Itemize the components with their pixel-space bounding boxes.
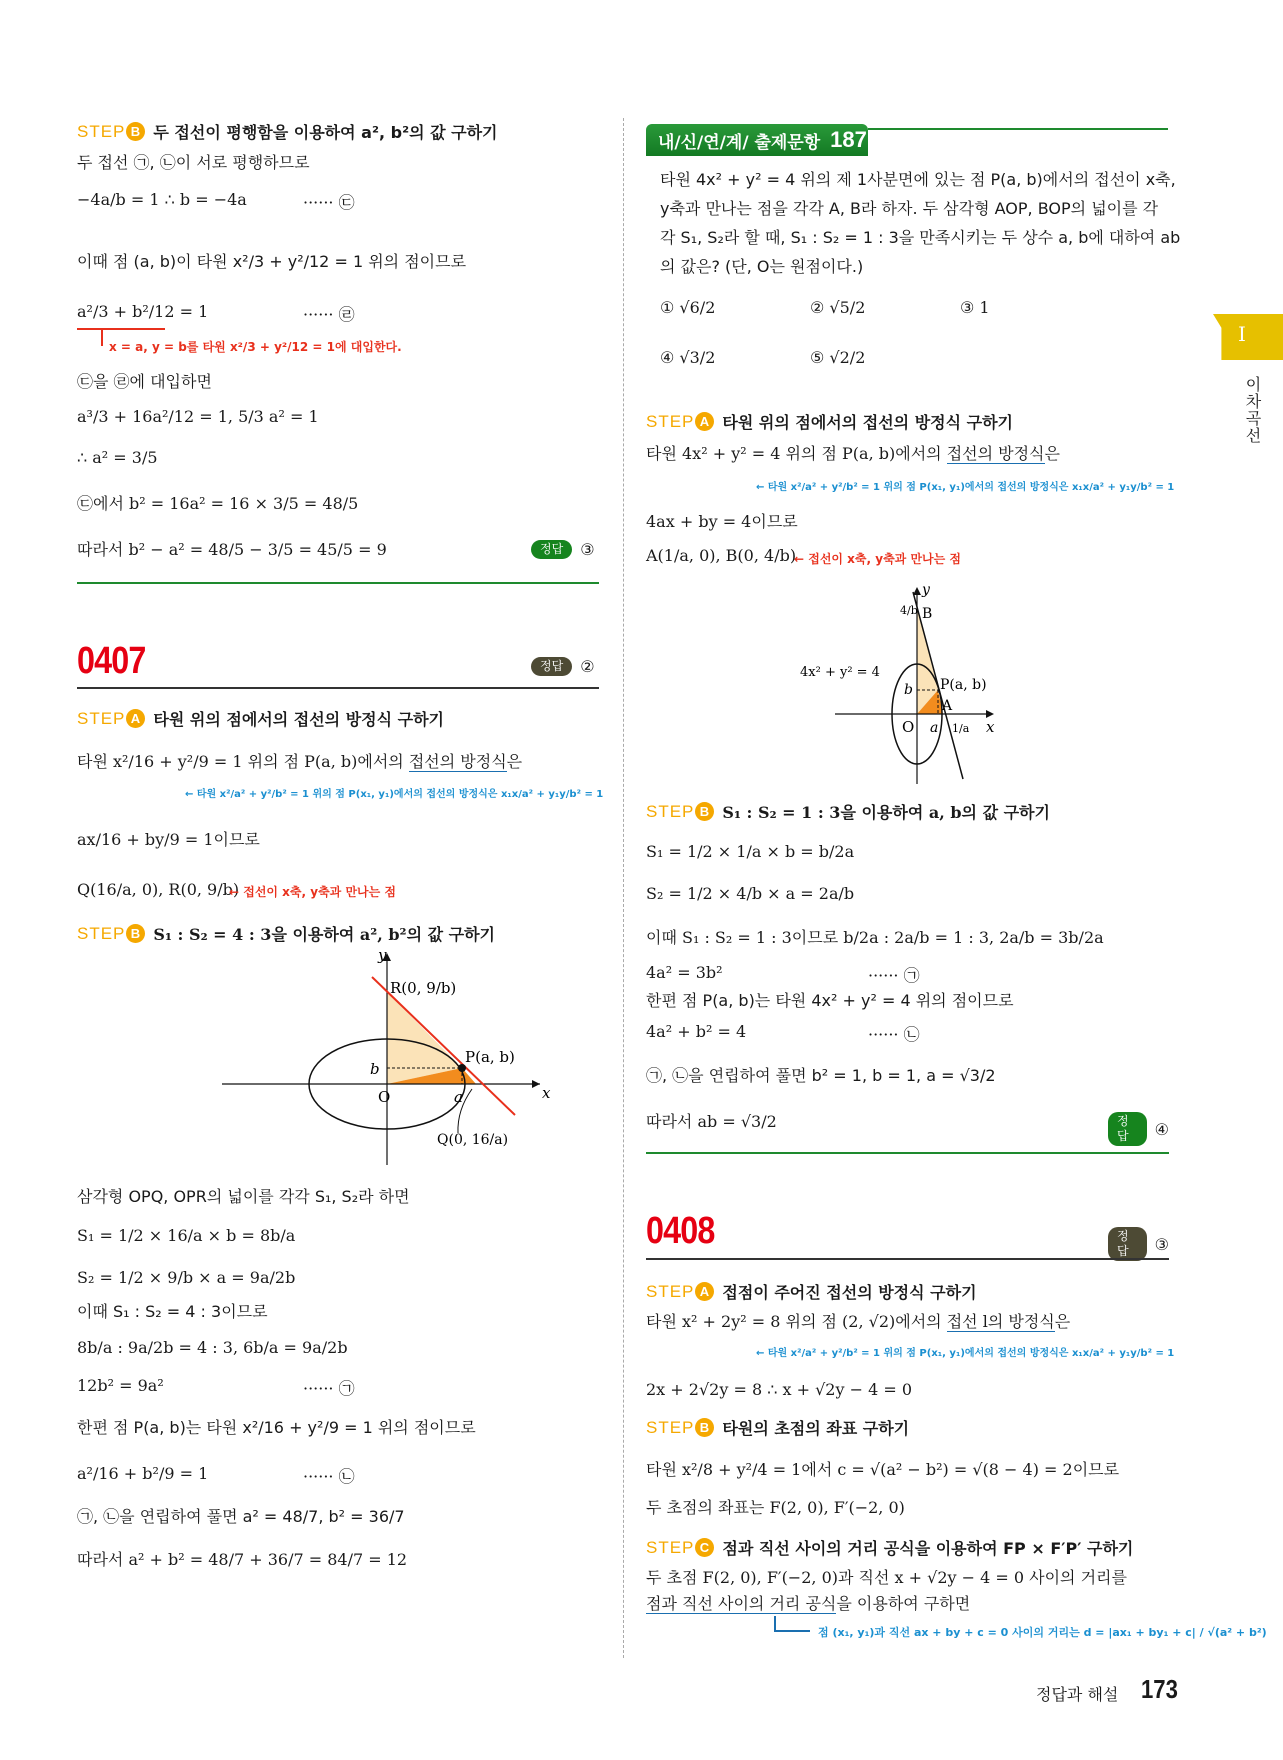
answer-value: ④ xyxy=(1154,1119,1169,1139)
solution-line: 타원 x²/8 + y²/4 = 1에서 c = √(a² − b²) = √(8 − 4) = 2이므로 xyxy=(646,1460,1120,1479)
solution-line: 따라서 b² − a² = 48/5 − 3/5 = 45/5 = 9 xyxy=(77,540,387,559)
solution-line: 4a² + b² = 4 xyxy=(646,1022,747,1041)
question-line: 타원 4x² + y² = 4 위의 제 1사분면에 있는 점 P(a, b)에서의 접선이 x축, xyxy=(660,170,1176,189)
note-red: ← 접선이 x축, y축과 만나는 점 xyxy=(794,552,961,566)
answer-badge xyxy=(1108,1227,1169,1261)
chapter-tab[interactable] xyxy=(1213,314,1283,360)
answer-label: 정답 xyxy=(531,540,572,559)
solution-line: 한편 점 P(a, b)는 타원 x²/16 + y²/9 = 1 위의 점이므로 xyxy=(77,1418,476,1437)
ellipse-tangent-figure xyxy=(800,584,1020,794)
solution-line: ㉢에서 b² = 16a² = 16 × 3/5 = 48/5 xyxy=(77,494,359,513)
step-title: 타원 위의 점에서의 접선의 방정식 구하기 xyxy=(153,710,445,729)
solution-line: −4a/b = 1 ∴ b = −4a xyxy=(77,190,247,209)
step-a-header xyxy=(646,410,1013,433)
answer-value: ② xyxy=(580,657,595,676)
red-arrow-line xyxy=(101,330,103,346)
step-tag: STEP B xyxy=(77,122,145,142)
problem-divider xyxy=(77,687,599,689)
svg-text:1/a: 1/a xyxy=(952,722,970,735)
step-title: 두 접선이 평행함을 이용하여 a², b²의 값 구하기 xyxy=(153,123,498,142)
linked-question-banner xyxy=(646,124,868,156)
step-title: 접점이 주어진 접선의 방정식 구하기 xyxy=(722,1283,977,1302)
step-tag: STEP B xyxy=(646,802,714,822)
svg-text:a: a xyxy=(454,1088,463,1106)
banner-line xyxy=(868,128,1168,130)
footer-label: 정답과 해설 xyxy=(1036,1685,1119,1704)
problem-divider xyxy=(646,1258,1169,1260)
solution-line: ㉠, ㉡을 연립하여 풀면 b² = 1, b = 1, a = √3/2 xyxy=(646,1066,996,1085)
section-divider xyxy=(77,582,599,584)
svg-text:B: B xyxy=(922,606,933,622)
step-b-header xyxy=(646,800,1050,823)
solution-line: S₂ = 1/2 × 4/b × a = 2a/b xyxy=(646,884,855,903)
svg-text:A: A xyxy=(942,698,953,714)
svg-text:O: O xyxy=(902,718,915,736)
step-a-header xyxy=(77,707,444,730)
svg-text:y: y xyxy=(922,584,930,598)
page-number: 173 xyxy=(1141,1674,1178,1704)
problem-number: 0407 xyxy=(77,640,146,682)
banner-number: 187 xyxy=(830,127,867,152)
choice-3[interactable]: ③ 1 xyxy=(960,298,990,317)
step-tag: STEP A xyxy=(77,709,145,729)
solution-line: a²/16 + b²/9 = 1 xyxy=(77,1464,209,1483)
solution-line: 타원 x² + 2y² = 8 위의 점 (2, √2)에서의 접선 l의 방정식은 xyxy=(646,1312,1071,1331)
step-b-header xyxy=(77,922,495,945)
solution-line: 삼각형 OPQ, OPR의 넓이를 각각 S₁, S₂라 하면 xyxy=(77,1187,410,1206)
answer-badge xyxy=(531,540,595,559)
solution-line: Q(16/a, 0), R(0, 9/b) xyxy=(77,880,240,899)
step-title: 타원의 초점의 좌표 구하기 xyxy=(722,1419,910,1438)
answer-label: 정답 xyxy=(531,657,572,676)
step-c-header xyxy=(646,1536,1133,1559)
svg-text:a: a xyxy=(930,720,939,736)
svg-text:4/b: 4/b xyxy=(900,604,918,617)
solution-line: ㉢을 ㉣에 대입하면 xyxy=(77,372,212,391)
answer-badge xyxy=(1108,1112,1169,1146)
solution-line: 이때 S₁ : S₂ = 4 : 3이므로 xyxy=(77,1302,268,1321)
solution-line: 한편 점 P(a, b)는 타원 4x² + y² = 4 위의 점이므로 xyxy=(646,991,1014,1010)
solution-line: 점과 직선 사이의 거리 공식을 이용하여 구하면 xyxy=(646,1594,971,1613)
section-divider xyxy=(646,1152,1169,1154)
svg-text:x: x xyxy=(986,718,995,736)
choice-2[interactable]: ② √5/2 xyxy=(810,298,866,317)
step-title: 점과 직선 사이의 거리 공식을 이용하여 FP × F′P′ 구하기 xyxy=(722,1539,1134,1558)
solution-line: 타원 x²/16 + y²/9 = 1 위의 점 P(a, b)에서의 접선의 방정식은 xyxy=(77,752,523,771)
solution-line: S₁ = 1/2 × 1/a × b = b/2a xyxy=(646,842,855,861)
solution-line: 이때 점 (a, b)이 타원 x²/3 + y²/12 = 1 위의 점이므로 xyxy=(77,252,467,271)
solution-line: 타원 4x² + y² = 4 위의 점 P(a, b)에서의 접선의 방정식은 xyxy=(646,444,1060,463)
step-title: S₁ : S₂ = 4 : 3을 이용하여 a², b²의 값 구하기 xyxy=(153,925,495,944)
note-red: x = a, y = b를 타원 x²/3 + y²/12 = 1에 대입한다. xyxy=(109,340,402,354)
solution-line: 두 초점의 좌표는 F(2, 0), F′(−2, 0) xyxy=(646,1498,905,1517)
svg-text:Q(0, 16/a): Q(0, 16/a) xyxy=(437,1132,509,1148)
equation-marker: ······ ㉡ xyxy=(868,1025,920,1044)
solution-line: S₁ = 1/2 × 16/a × b = 8b/a xyxy=(77,1226,296,1245)
equation-marker: ······ ㉣ xyxy=(303,305,355,324)
choice-4[interactable]: ④ √3/2 xyxy=(660,348,716,367)
svg-text:x: x xyxy=(542,1084,551,1102)
step-tag: STEP B xyxy=(77,924,145,944)
banner-label: 내/신/연/계/ 출제문항 xyxy=(658,132,821,153)
solution-line: 두 접선 ㉠, ㉡이 서로 평행하므로 xyxy=(77,153,310,172)
note-red: ← 접선이 x축, y축과 만나는 점 xyxy=(229,885,396,899)
svg-text:b: b xyxy=(904,682,913,698)
solution-line: ∴ a² = 3/5 xyxy=(77,448,158,467)
choice-5[interactable]: ⑤ √2/2 xyxy=(810,348,866,367)
step-a-header xyxy=(646,1280,977,1303)
note-blue: ← 타원 x²/a² + y²/b² = 1 위의 점 P(x₁, y₁)에서의 접선의 방정식은 x₁x/a² + y₁y/b² = 1 xyxy=(185,789,604,800)
note-blue: ← 타원 x²/a² + y²/b² = 1 위의 점 P(x₁, y₁)에서의 접선의 방정식은 x₁x/a² + y₁y/b² = 1 xyxy=(756,1348,1175,1359)
answer-badge xyxy=(531,657,595,676)
step-tag: STEP C xyxy=(646,1538,714,1558)
note-blue: 점 (x₁, y₁)과 직선 ax + by + c = 0 사이의 거리는 d = |ax₁ + by₁ + c| / √(a² + b²) xyxy=(818,1626,1267,1639)
question-line: y축과 만나는 점을 각각 A, B라 하자. 두 삼각형 AOP, BOP의 넓이를 각 xyxy=(660,199,1159,218)
problem-number: 0408 xyxy=(646,1210,715,1252)
solution-line: 따라서 ab = √3/2 xyxy=(646,1112,777,1131)
question-line: 각 S₁, S₂라 할 때, S₁ : S₂ = 1 : 3을 만족시키는 두 상수 a, b에 대하여 ab xyxy=(660,228,1181,247)
step-title: 타원 위의 점에서의 접선의 방정식 구하기 xyxy=(722,413,1014,432)
solution-line: 12b² = 9a² xyxy=(77,1376,164,1395)
solution-line: ax/16 + by/9 = 1이므로 xyxy=(77,830,260,849)
equation-marker: ······ ㉡ xyxy=(303,1467,355,1486)
svg-text:y: y xyxy=(378,950,387,964)
svg-text:O: O xyxy=(378,1088,391,1106)
step-tag: STEP B xyxy=(646,1418,714,1438)
solution-line: A(1/a, 0), B(0, 4/b) xyxy=(646,546,797,565)
equation-marker: ······ ㉠ xyxy=(868,966,920,985)
step-tag: STEP A xyxy=(646,412,714,432)
svg-text:P(a, b): P(a, b) xyxy=(940,677,987,693)
blue-arrow-line xyxy=(774,1630,810,1632)
solution-line: ㉠, ㉡을 연립하여 풀면 a² = 48/7, b² = 36/7 xyxy=(77,1507,405,1526)
choice-1[interactable]: ① √6/2 xyxy=(660,298,716,317)
solution-line: 이때 S₁ : S₂ = 1 : 3이므로 b/2a : 2a/b = 1 : 3, 2a/b = 3b/2a xyxy=(646,928,1104,947)
solution-line: a³/3 + 16a²/12 = 1, 5/3 a² = 1 xyxy=(77,407,319,426)
solution-line: 두 초점 F(2, 0), F′(−2, 0)과 직선 x + √2y − 4 = 0 사이의 거리를 xyxy=(646,1568,1127,1587)
note-blue: ← 타원 x²/a² + y²/b² = 1 위의 점 P(x₁, y₁)에서의 접선의 방정식은 x₁x/a² + y₁y/b² = 1 xyxy=(756,482,1175,493)
chapter-title: 이차곡선 xyxy=(1243,376,1262,444)
chapter-number: I xyxy=(1238,322,1246,346)
column-divider xyxy=(623,118,624,1658)
answer-value: ③ xyxy=(580,540,595,559)
equation-marker: ······ ㉠ xyxy=(303,1379,355,1398)
question-line: 의 값은? (단, O는 원점이다.) xyxy=(660,257,864,276)
solution-line: 8b/a : 9a/2b = 4 : 3, 6b/a = 9a/2b xyxy=(77,1338,348,1357)
answer-value: ③ xyxy=(1154,1234,1169,1254)
solution-line: 따라서 a² + b² = 48/7 + 36/7 = 84/7 = 12 xyxy=(77,1550,408,1569)
equation-marker: ······ ㉢ xyxy=(303,193,355,212)
step-tag: STEP A xyxy=(646,1282,714,1302)
solution-line: S₂ = 1/2 × 9/b × a = 9a/2b xyxy=(77,1268,296,1287)
svg-text:R(0, 9/b): R(0, 9/b) xyxy=(390,979,457,997)
svg-text:P(a, b): P(a, b) xyxy=(465,1048,515,1066)
step-b-header xyxy=(77,120,498,143)
svg-text:b: b xyxy=(370,1060,380,1078)
answer-label: 정답 xyxy=(1108,1227,1147,1261)
step-b-header xyxy=(646,1416,909,1439)
solution-line: 2x + 2√2y = 8 ∴ x + √2y − 4 = 0 xyxy=(646,1380,913,1399)
solution-line: 4a² = 3b² xyxy=(646,963,723,982)
solution-line: a²/3 + b²/12 = 1 xyxy=(77,302,209,321)
svg-text:4x² + y² = 4: 4x² + y² = 4 xyxy=(800,665,880,680)
answer-label: 정답 xyxy=(1108,1112,1147,1146)
step-title: S₁ : S₂ = 1 : 3을 이용하여 a, b의 값 구하기 xyxy=(722,803,1050,822)
ellipse-tangent-figure xyxy=(202,950,562,1170)
solution-line: 4ax + by = 4이므로 xyxy=(646,512,798,531)
blue-arrow-line xyxy=(774,1616,776,1630)
red-underline xyxy=(77,328,165,330)
